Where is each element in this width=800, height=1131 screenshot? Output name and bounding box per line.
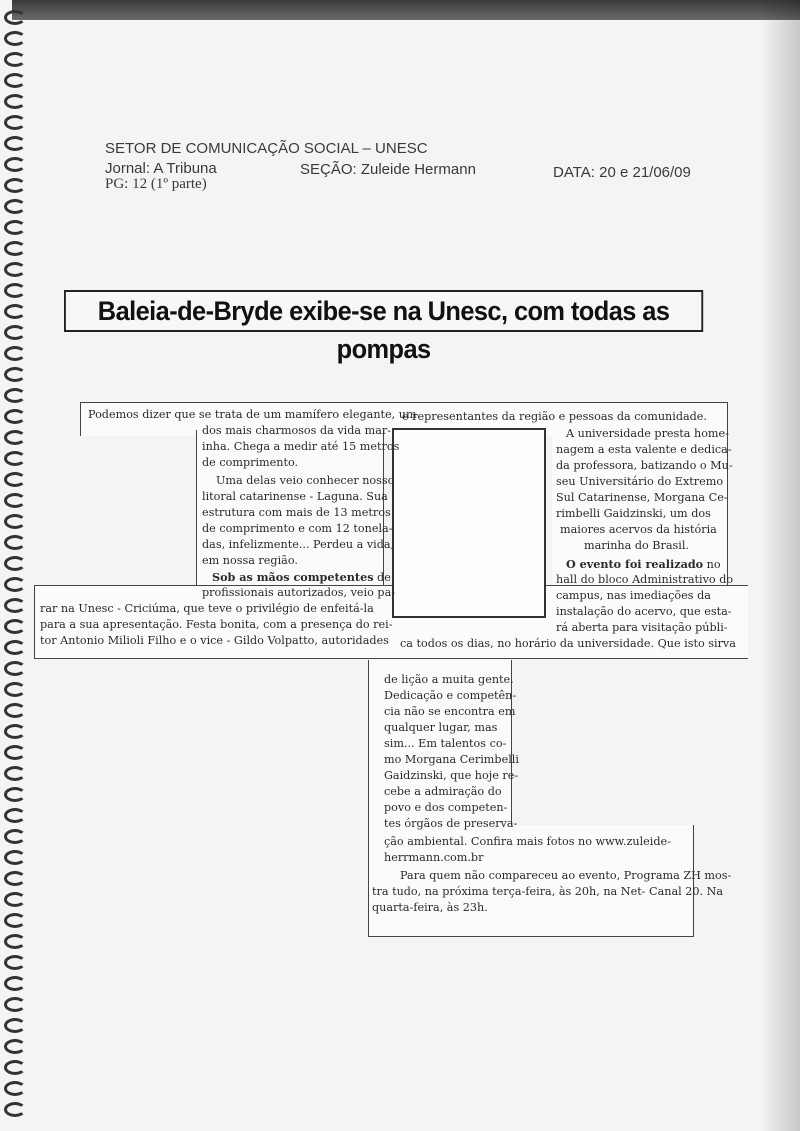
- spiral-ring: [4, 220, 26, 235]
- article-headline: Baleia-de-Bryde exibe-se na Unesc, com todas as pompas: [64, 290, 703, 332]
- col2-line: rimbelli Gaidzinski, um dos: [556, 507, 711, 520]
- col2-line: instalação do acervo, que esta-: [556, 605, 732, 618]
- spiral-ring: [4, 136, 26, 151]
- spiral-ring: [4, 157, 26, 172]
- spiral-ring: [4, 388, 26, 403]
- col1-line: litoral catarinense - Laguna. Sua: [202, 490, 388, 503]
- spiral-ring: [4, 52, 26, 67]
- spiral-ring: [4, 1060, 26, 1075]
- col1-line: rar na Unesc - Criciúma, que teve o privilégio de enfeitá-la: [40, 602, 374, 615]
- spiral-ring: [4, 178, 26, 193]
- col3-line: Gaidzinski, que hoje re-: [384, 769, 519, 782]
- spiral-ring: [4, 535, 26, 550]
- spiral-ring: [4, 241, 26, 256]
- col3-line: cebe a admiração do: [384, 785, 502, 798]
- spiral-ring: [4, 703, 26, 718]
- header-section: SEÇÃO: Zuleide Hermann: [300, 161, 476, 178]
- col2-line: Sul Catarinense, Morgana Ce-: [556, 491, 728, 504]
- spiral-ring: [4, 304, 26, 319]
- col2-line: seu Universitário do Extremo: [556, 475, 724, 488]
- spiral-ring: [4, 94, 26, 109]
- spiral-ring: [4, 556, 26, 571]
- spiral-ring: [4, 829, 26, 844]
- col2-line: nagem a esta valente e dedica-: [556, 443, 732, 456]
- col3-line: mo Morgana Cerimbelli: [384, 753, 519, 766]
- col2-line: maiores acervos da história: [560, 523, 717, 536]
- col3-line: Para quem não compareceu ao evento, Programa ZH mos-: [400, 869, 732, 882]
- photo-frame: [392, 428, 546, 618]
- col1-line: inha. Chega a medir até 15 metros: [202, 440, 400, 453]
- col1-line: dos mais charmosos da vida mar-: [202, 424, 392, 437]
- spiral-ring: [4, 661, 26, 676]
- spiral-ring: [4, 682, 26, 697]
- spiral-ring: [4, 577, 26, 592]
- spiral-ring: [4, 262, 26, 277]
- spiral-ring: [4, 787, 26, 802]
- spiral-ring: [4, 367, 26, 382]
- col3-line: tes órgãos de preserva-: [384, 817, 518, 830]
- spiral-ring: [4, 1018, 26, 1033]
- spiral-ring: [4, 73, 26, 88]
- spiral-ring: [4, 934, 26, 949]
- scan-right-shadow: [760, 0, 800, 1131]
- spiral-ring: [4, 997, 26, 1012]
- col1-line: Uma delas veio conhecer nosso: [216, 474, 395, 487]
- col1-line: Podemos dizer que se trata de um mamífero elegante, um: [88, 408, 417, 421]
- spiral-ring: [4, 640, 26, 655]
- spiral-ring: [4, 745, 26, 760]
- spiral-ring: [4, 115, 26, 130]
- col3-line: Dedicação e competên-: [384, 689, 517, 702]
- spiral-ring: [4, 493, 26, 508]
- spiral-ring: [4, 892, 26, 907]
- col1-bold-lead: Sob as mãos competentes: [212, 570, 374, 584]
- col1-line: em nossa região.: [202, 554, 298, 567]
- col3-line: ção ambiental. Confira mais fotos no www.zuleide-: [384, 835, 671, 848]
- spiral-binding: [4, 10, 30, 1120]
- spiral-ring: [4, 976, 26, 991]
- col3-line: de lição a muita gente.: [384, 673, 514, 686]
- col2-line: campus, nas imediações da: [556, 589, 711, 602]
- spiral-ring: [4, 850, 26, 865]
- spiral-ring: [4, 619, 26, 634]
- col2-bold-lead: O evento foi realizado: [566, 557, 704, 571]
- spiral-ring: [4, 766, 26, 781]
- col1-para3-first-line: [212, 569, 391, 586]
- spiral-ring: [4, 724, 26, 739]
- spiral-ring: [4, 514, 26, 529]
- col2-line: marinha do Brasil.: [584, 539, 689, 552]
- spiral-ring: [4, 598, 26, 613]
- col1-line: de comprimento e com 12 tonela-: [202, 522, 393, 535]
- spiral-ring: [4, 325, 26, 340]
- scan-top-edge: [12, 0, 800, 20]
- col1-line: das, infelizmente... Perdeu a vida,: [202, 538, 395, 551]
- col3-line: cia não se encontra em: [384, 705, 516, 718]
- col1-line: tor Antonio Milioli Filho e o vice - Gildo Volpatto, autoridades: [40, 634, 389, 647]
- spiral-ring: [4, 10, 26, 25]
- spiral-ring: [4, 451, 26, 466]
- header-journal: Jornal: A Tribuna: [105, 160, 217, 177]
- header-date: DATA: 20 e 21/06/09: [553, 164, 691, 181]
- col2-line: da professora, batizando o Mu-: [556, 459, 733, 472]
- col1-line: profissionais autorizados, veio pa-: [202, 586, 396, 599]
- col2-line: rá aberta para visitação públi-: [556, 621, 728, 634]
- col3-line: povo e dos competen-: [384, 801, 508, 814]
- header-page: PG: 12 (1º parte): [105, 176, 207, 192]
- spiral-ring: [4, 409, 26, 424]
- col3-line: herrmann.com.br: [384, 851, 484, 864]
- header-sector: SETOR DE COMUNICAÇÃO SOCIAL – UNESC: [105, 140, 428, 157]
- col3-line: qualquer lugar, mas: [384, 721, 498, 734]
- spiral-ring: [4, 346, 26, 361]
- spiral-ring: [4, 430, 26, 445]
- spiral-ring: [4, 1102, 26, 1117]
- spiral-ring: [4, 955, 26, 970]
- col2-line: no: [703, 558, 721, 571]
- spiral-ring: [4, 31, 26, 46]
- spiral-ring: [4, 1039, 26, 1054]
- col2-line: hall do bloco Administrativo do: [556, 573, 734, 586]
- col2-line: ca todos os dias, no horário da universidade. Que isto sirva: [400, 637, 736, 650]
- spiral-ring: [4, 199, 26, 214]
- col1-line: estrutura com mais de 13 metros: [202, 506, 391, 519]
- col1-line: de: [373, 571, 391, 584]
- col2-line: e representantes da região e pessoas da comunidade.: [402, 410, 707, 423]
- spiral-ring: [4, 1081, 26, 1096]
- col2-para2-first-line: [566, 556, 721, 573]
- spiral-ring: [4, 283, 26, 298]
- col1-line: de comprimento.: [202, 456, 299, 469]
- col3-line: sim... Em talentos co-: [384, 737, 507, 750]
- spiral-ring: [4, 871, 26, 886]
- col2-line: A universidade presta home-: [566, 427, 729, 440]
- spiral-ring: [4, 808, 26, 823]
- col1-line: para a sua apresentação. Festa bonita, com a presença do rei-: [40, 618, 393, 631]
- col3-line: quarta-feira, às 23h.: [372, 901, 488, 914]
- spiral-ring: [4, 913, 26, 928]
- spiral-ring: [4, 472, 26, 487]
- col3-line: tra tudo, na próxima terça-feira, às 20h, na Net- Canal 20. Na: [372, 885, 724, 898]
